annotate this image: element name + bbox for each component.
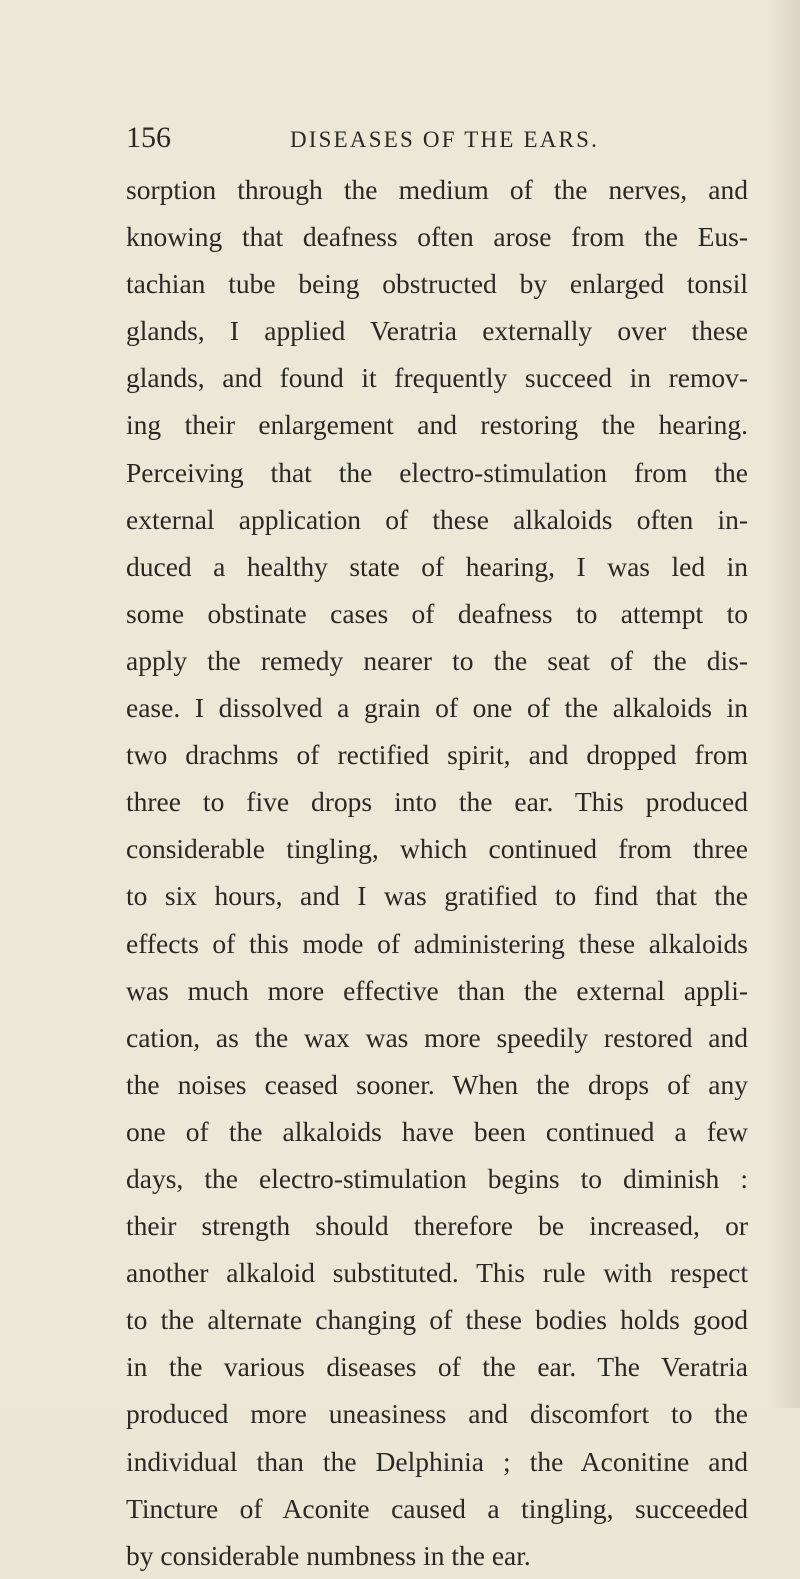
- text-line: days, the electro-stimulation begins to diminish :: [126, 1162, 748, 1194]
- text-line: glands, and found it frequently succeed in remov-: [126, 362, 748, 394]
- running-head: [126, 118, 746, 158]
- text-line: glands, I applied Veratria externally over these: [126, 315, 748, 347]
- body-text: [126, 166, 748, 1579]
- text-line: three to five drops into the ear. This produced: [126, 786, 748, 818]
- text-line: some obstinate cases of deafness to attempt to: [126, 597, 748, 629]
- text-line: to the alternate changing of these bodies holds good: [126, 1304, 748, 1336]
- text-line: cation, as the wax was more speedily restored and: [126, 1021, 748, 1053]
- text-line: external application of these alkaloids often in-: [126, 503, 748, 535]
- text-line: two drachms of rectified spirit, and dropped from: [126, 739, 748, 771]
- text-line: duced a healthy state of hearing, I was led in: [126, 550, 748, 582]
- text-line: their strength should therefore be increased, or: [126, 1210, 748, 1242]
- text-line: Perceiving that the electro-stimulation from the: [126, 456, 748, 488]
- text-line: individual than the Delphinia ; the Aconitine and: [126, 1445, 748, 1477]
- text-line: to six hours, and I was gratified to find that the: [126, 880, 748, 912]
- text-line: produced more uneasiness and discomfort to the: [126, 1398, 748, 1430]
- text-line: Tincture of Aconite caused a tingling, succeeded: [126, 1492, 748, 1524]
- text-line: the noises ceased sooner. When the drops of any: [126, 1068, 748, 1100]
- page-number: 156: [126, 121, 171, 154]
- text-line: in the various diseases of the ear. The Veratria: [126, 1351, 748, 1383]
- text-line: knowing that deafness often arose from the Eus-: [126, 221, 748, 253]
- text-line: was much more effective than the external appli-: [126, 974, 748, 1006]
- text-line: ease. I dissolved a grain of one of the alkaloids in: [126, 692, 748, 724]
- text-line: one of the alkaloids have been continued a few: [126, 1115, 748, 1147]
- text-line: another alkaloid substituted. This rule with respect: [126, 1257, 748, 1289]
- text-line: tachian tube being obstructed by enlarged tonsil: [126, 268, 748, 300]
- text-line: ing their enlargement and restoring the hearing.: [126, 409, 748, 441]
- text-line: by considerable numbness in the ear.: [126, 1539, 531, 1571]
- running-title: DISEASES OF THE EARS.: [290, 127, 600, 152]
- text-line: apply the remedy nearer to the seat of the dis-: [126, 644, 748, 676]
- text-line: considerable tingling, which continued from three: [126, 833, 748, 865]
- text-line: sorption through the medium of the nerves, and: [126, 174, 748, 205]
- text-line: effects of this mode of administering these alkaloids: [126, 927, 748, 959]
